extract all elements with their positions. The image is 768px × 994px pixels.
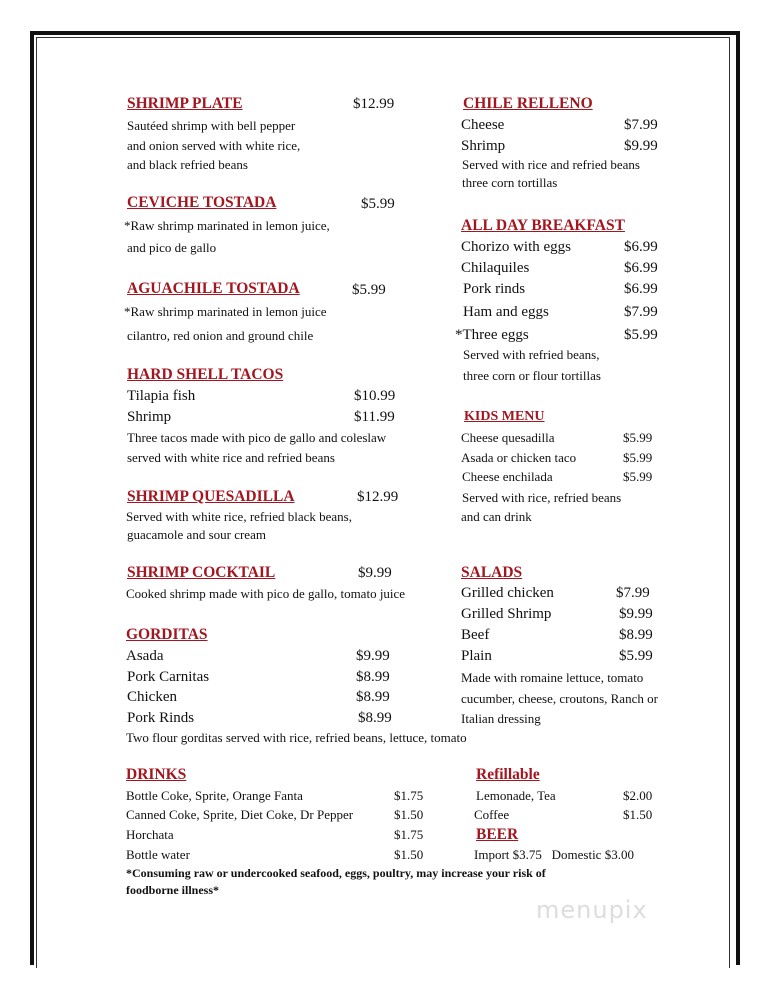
description: cilantro, red onion and ground chile (127, 328, 314, 343)
description: Cooked shrimp made with pico de gallo, tomato juice (126, 586, 406, 601)
section-heading: AGUACHILE TOSTADA (127, 280, 300, 297)
price: $6.99 (624, 281, 658, 297)
price: $9.99 (619, 606, 653, 622)
section-heading: ALL DAY BREAKFAST (461, 217, 625, 234)
item-name: Asada (126, 648, 164, 664)
price: $5.99 (624, 327, 658, 343)
description: *Raw shrimp marinated in lemon juice, (124, 218, 330, 233)
price: $6.99 (624, 239, 658, 255)
price: $12.99 (353, 96, 395, 112)
item-name: Bottle Coke, Sprite, Orange Fanta (126, 788, 303, 803)
price: $5.99 (352, 282, 386, 298)
price: $8.99 (619, 627, 653, 643)
price: $2.00 (623, 788, 653, 803)
item-name: Cheese (461, 117, 505, 133)
section-heading: DRINKS (126, 766, 187, 783)
price: $7.99 (616, 585, 650, 601)
price: $5.99 (361, 196, 395, 212)
item-name: Asada or chicken taco (461, 450, 577, 465)
price: $5.99 (619, 648, 653, 664)
section-heading: GORDITAS (126, 626, 208, 643)
description: Sautéed shrimp with bell pepper (127, 118, 296, 133)
item-name: Chorizo with eggs (461, 239, 571, 255)
price: $9.99 (358, 565, 392, 581)
price: $8.99 (356, 689, 390, 705)
section-heading: SHRIMP QUESADILLA (127, 488, 295, 505)
warning-text: *Consuming raw or undercooked seafood, eggs, poultry, may increase your risk of (126, 866, 546, 880)
price: $5.99 (623, 450, 653, 465)
item-name: Beef (461, 627, 490, 643)
item-name: Tilapia fish (127, 388, 196, 404)
warning-text: foodborne illness* (126, 883, 220, 897)
description: and can drink (461, 509, 532, 524)
watermark-logo: menupix (536, 896, 648, 924)
item-name: Shrimp (127, 409, 172, 425)
price: $5.99 (623, 430, 653, 445)
description: three corn tortillas (462, 175, 558, 190)
price: $8.99 (356, 669, 390, 685)
description: Two flour gorditas served with rice, refried beans, lettuce, tomato (126, 730, 467, 745)
item-name: Ham and eggs (463, 304, 549, 320)
section-heading: SHRIMP PLATE (127, 95, 243, 112)
item-name: Bottle water (126, 847, 190, 862)
description: and onion served with white rice, (127, 138, 301, 153)
item-name: Plain (461, 648, 492, 664)
section-heading: CHILE RELLENO (463, 95, 593, 112)
price: $1.50 (394, 807, 424, 822)
price: $11.99 (354, 409, 395, 425)
price: $1.50 (623, 807, 653, 822)
item-name: *Three eggs (455, 327, 529, 343)
item-name: Cheese quesadilla (461, 430, 555, 445)
item-name: Pork Carnitas (127, 669, 210, 685)
price: $6.99 (624, 260, 658, 276)
item-name: Cheese enchilada (462, 469, 553, 484)
item-name: Horchata (126, 827, 174, 842)
description: Served with rice and refried beans (462, 157, 640, 172)
description: cucumber, cheese, croutons, Ranch or (461, 691, 658, 706)
price: $12.99 (357, 489, 399, 505)
price: $8.99 (358, 710, 392, 726)
description: Served with white rice, refried black beans, (126, 509, 352, 524)
item-name: Chilaquiles (461, 260, 530, 276)
description: Italian dressing (461, 711, 541, 726)
description: three corn or flour tortillas (463, 368, 601, 383)
section-heading: KIDS MENU (464, 409, 545, 424)
description: and pico de gallo (127, 240, 217, 255)
item-name: Chicken (127, 689, 177, 705)
price: $9.99 (356, 648, 390, 664)
price: $10.99 (354, 388, 396, 404)
section-heading: SHRIMP COCKTAIL (127, 564, 276, 581)
description: Served with refried beans, (463, 347, 600, 362)
section-heading: HARD SHELL TACOS (127, 366, 284, 383)
description: *Raw shrimp marinated in lemon juice (124, 304, 327, 319)
description: Served with rice, refried beans (462, 490, 622, 505)
description: guacamole and sour cream (127, 527, 266, 542)
price: $7.99 (624, 117, 658, 133)
item-name: Pork Rinds (127, 710, 195, 726)
item-name: Shrimp (461, 138, 506, 154)
item-name: Coffee (474, 807, 510, 822)
item-name: Pork rinds (463, 281, 526, 297)
section-heading: CEVICHE TOSTADA (127, 194, 277, 211)
price: $7.99 (624, 304, 658, 320)
beer-prices: Import $3.75 Domestic $3.00 (474, 847, 634, 862)
item-name: Lemonade, Tea (476, 788, 556, 803)
price: $1.50 (394, 847, 424, 862)
price: $9.99 (624, 138, 658, 154)
price: $1.75 (394, 788, 424, 803)
description: Three tacos made with pico de gallo and coleslaw (127, 430, 387, 445)
section-heading: SALADS (461, 564, 523, 581)
item-name: Grilled chicken (461, 585, 554, 601)
description: Made with romaine lettuce, tomato (461, 670, 644, 685)
description: and black refried beans (127, 157, 248, 172)
item-name: Canned Coke, Sprite, Diet Coke, Dr Pepper (126, 807, 354, 822)
price: $5.99 (623, 469, 653, 484)
price: $1.75 (394, 827, 424, 842)
section-heading: Refillable (476, 766, 540, 783)
section-heading: BEER (476, 826, 519, 843)
item-name: Grilled Shrimp (461, 606, 552, 622)
description: served with white rice and refried beans (127, 450, 335, 465)
